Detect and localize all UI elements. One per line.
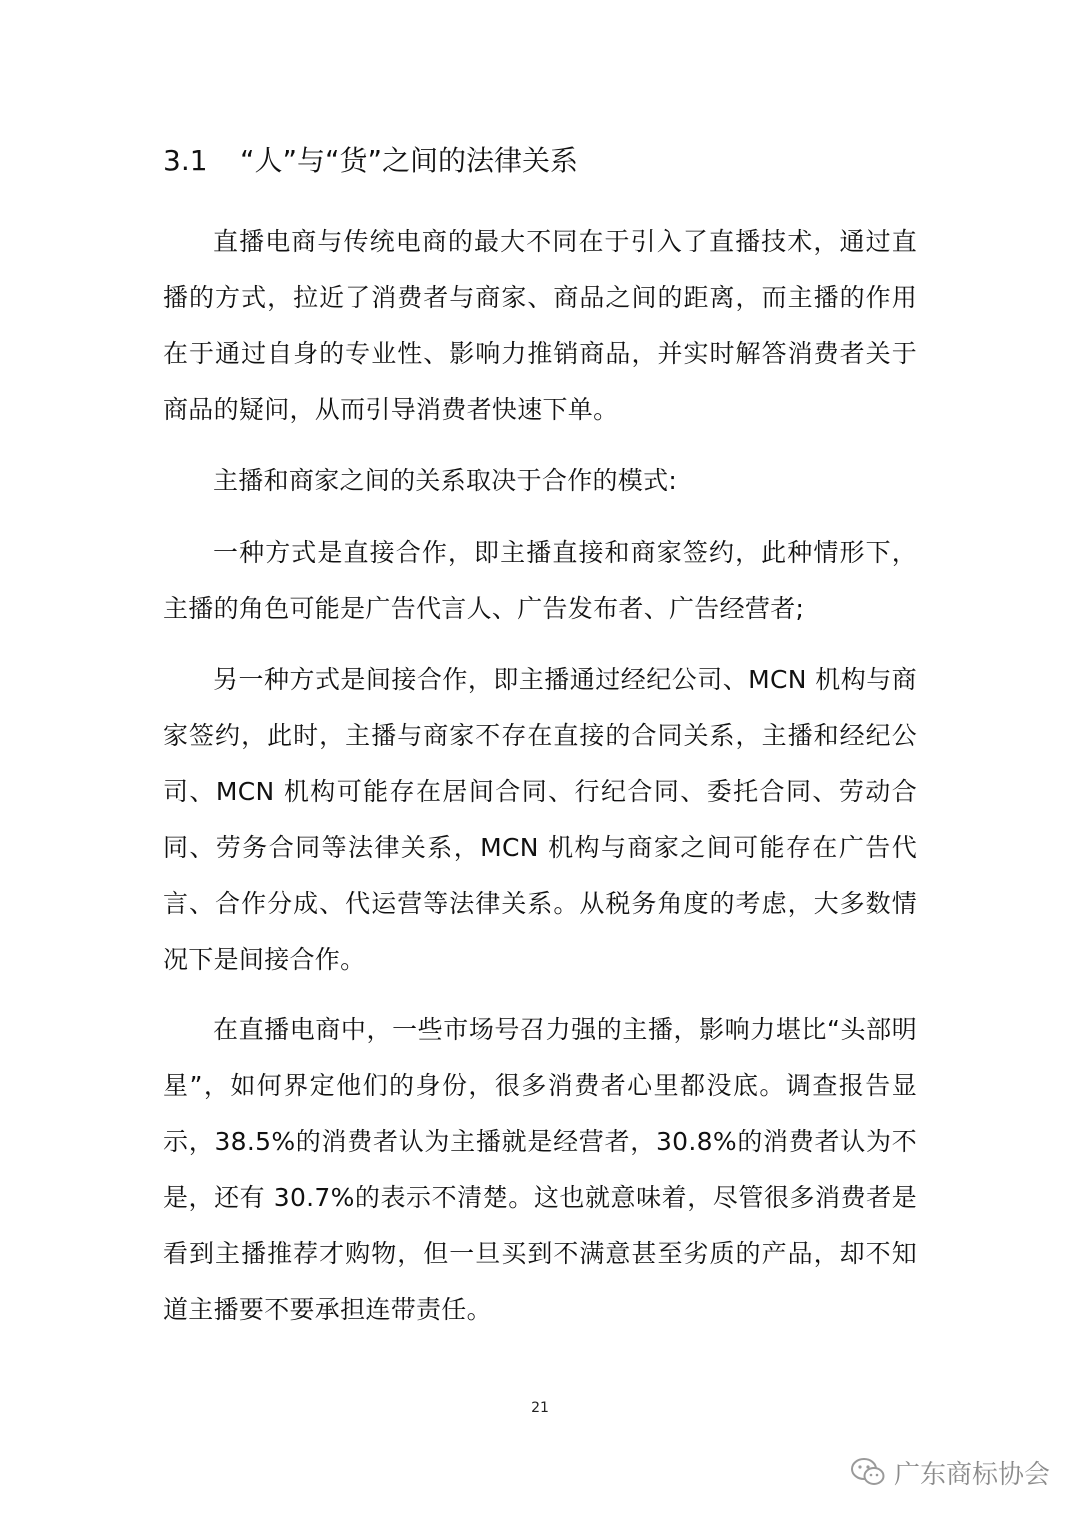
paragraph-1: 直播电商与传统电商的最大不同在于引入了直播技术，通过直播的方式，拉近了消费者与商家、商品之间的距离，而主播的作用在于通过自身的专业性、影响力推销商品，并实时解答消费者关于商品的疑问，从而引导消费者快速下单。 bbox=[163, 227, 917, 424]
paragraph-3: 一种方式是直接合作，即主播直接和商家签约，此种情形下，主播的角色可能是广告代言人、广告发布者、广告经营者; bbox=[163, 538, 917, 623]
wechat-icon bbox=[850, 1457, 886, 1487]
section-title: “人”与“货”之间的法律关系 bbox=[240, 144, 579, 177]
section-number: 3.1 bbox=[163, 144, 208, 177]
paragraph-4: 另一种方式是间接合作，即主播通过经纪公司、MCN 机构与商家签约，此时，主播与商家不存在直接的合同关系，主播和经纪公司、MCN 机构可能存在居间合同、行纪合同、委托合同、劳动合同、劳务合同等法律关系，MCN 机构与商家之间可能存在广告代言、合作分成、代运营等法律关系。从税务角度的考虑，大多数情况下是间接合作。 bbox=[163, 665, 917, 974]
watermark-text: 广东商标协会 bbox=[893, 1459, 1050, 1490]
section-heading bbox=[163, 136, 923, 186]
paragraph-2: 主播和商家之间的关系取决于合作的模式: bbox=[213, 466, 678, 495]
watermark bbox=[850, 1452, 1050, 1492]
paragraph-5: 在直播电商中，一些市场号召力强的主播，影响力堪比“头部明星”，如何界定他们的身份，很多消费者心里都没底。调查报告显示，38.5%的消费者认为主播就是经营者，30.8%的消费者认为不是，还有 30.7%的表示不清楚。这也就意味着，尽管很多消费者是看到主播推荐才购物，但一旦买到不满意甚至劣质的产品，却不知道主播要不要承担连带责任。 bbox=[163, 1015, 917, 1324]
page-number: 21 bbox=[531, 1400, 549, 1416]
